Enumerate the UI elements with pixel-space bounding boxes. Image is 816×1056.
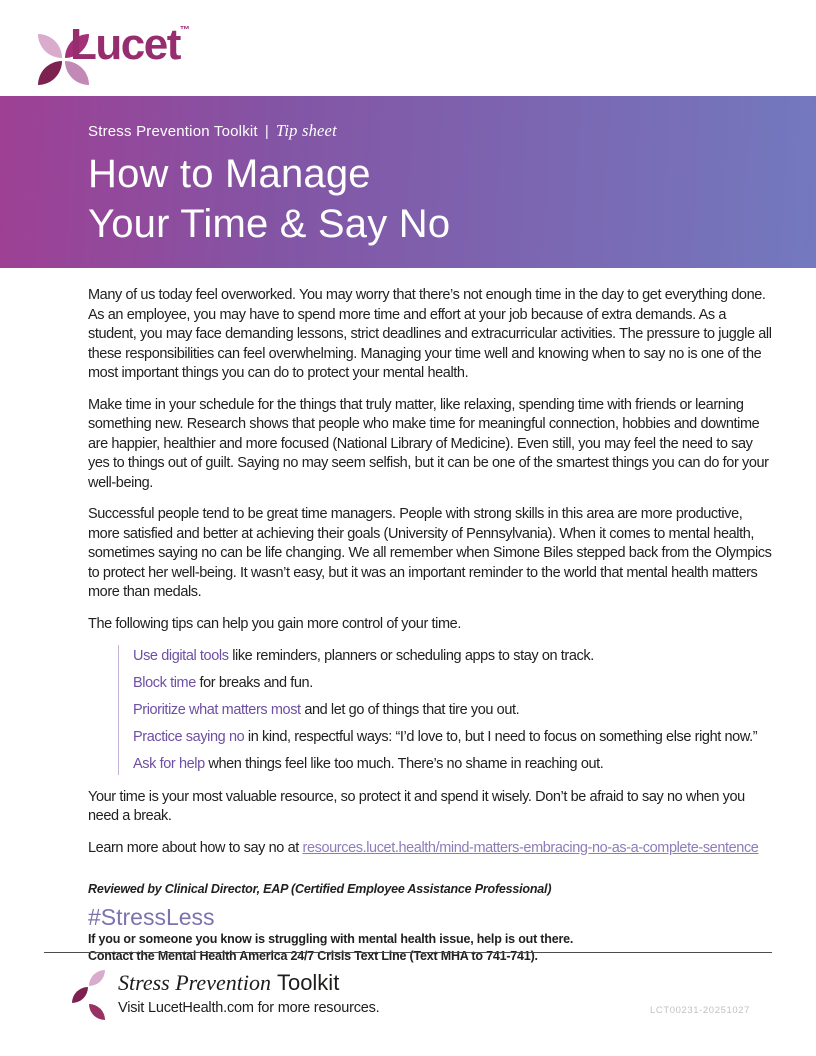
sheet-type-label: Tip sheet <box>275 121 337 140</box>
footer <box>72 970 380 1036</box>
brand-wordmark <box>70 20 190 70</box>
stressless-hashtag: #StressLess <box>88 903 215 930</box>
page-title <box>88 149 816 249</box>
learn-more-line <box>88 839 776 859</box>
tip-rest: for breaks and fun. <box>195 675 313 691</box>
tip-item <box>133 755 776 775</box>
paragraph-1: Many of us today feel overworked. You may worry that there’s not enough time in the day to get everything done. As an employee, you may have to spend more time and effort at your job because of extra demands. As a student, you may face demanding lessons, strict deadlines and extracurricular activities. The pressure to juggle all these responsibilities can feel overwhelming. Managing your time well and knowing when to say no is one of the most important things you can do to protect your mental health. <box>88 287 772 381</box>
lucet-logo <box>38 20 228 96</box>
tip-item <box>133 647 776 667</box>
tip-lead: Ask for help <box>133 756 205 772</box>
footer-title-regular: Toolkit <box>276 970 340 995</box>
tip-lead: Prioritize what matters most <box>133 702 301 718</box>
lucet-half-flower-icon <box>72 970 106 1036</box>
tip-rest: like reminders, planners or scheduling apps to stay on track. <box>228 648 594 664</box>
tip-item <box>133 728 776 748</box>
brand-name: Lucet <box>70 20 180 69</box>
tips-intro: The following tips can help you gain more control of your time. <box>88 615 461 632</box>
document-id: LCT00231-20251027 <box>650 1005 750 1016</box>
document-body <box>88 286 776 964</box>
crisis-line-2: Contact the Mental Health America 24/7 Crisis Text Line (Text MHA to 741-741). <box>88 948 538 963</box>
paragraph-2: Make time in your schedule for the things that truly matter, like relaxing, spending time with friends or learning something new. Research shows that people who make time for meaningful connection, hobbies and downtime are happier, healthier and more focused (National Library of Medicine). Even still, you may feel the need to say yes to things out of guilt. Saying no may seem selfish, but it can be one of the smartest things you can do for your well-being. <box>88 396 769 491</box>
tip-rest: when things feel like too much. There’s no shame in reaching out. <box>204 756 604 772</box>
tip-lead: Use digital tools <box>133 648 229 664</box>
title-line-1: How to Manage <box>88 152 371 196</box>
footer-visit-line: Visit LucetHealth.com for more resources. <box>118 1000 380 1016</box>
header-banner <box>0 96 816 268</box>
flower-petal <box>38 34 62 58</box>
reviewed-by-note: Reviewed by Clinical Director, EAP (Certified Employee Assistance Professional) <box>88 882 552 896</box>
title-line-2: Your Time & Say No <box>88 202 451 246</box>
tip-rest: in kind, respectful ways: “I’d love to, but I need to focus on something else right now.” <box>244 729 758 745</box>
tips-list <box>118 645 776 775</box>
trademark-symbol: ™ <box>179 25 190 36</box>
footer-title <box>118 970 380 996</box>
closing-paragraph: Your time is your most valuable resource, so protect it and spend it wisely. Don’t be afraid to say no when you need a break. <box>88 788 745 824</box>
flower-petal <box>89 970 105 986</box>
flower-petal <box>38 61 62 85</box>
crisis-line-1: If you or someone you know is struggling with mental health issue, help is out there. <box>88 932 574 946</box>
tip-lead: Practice saying no <box>133 729 245 745</box>
footer-text <box>118 970 380 1016</box>
tip-item <box>133 674 776 694</box>
tip-item <box>133 701 776 721</box>
crisis-info <box>88 931 776 964</box>
tip-rest: and let go of things that tire you out. <box>300 702 520 718</box>
tip-lead: Block time <box>133 675 196 691</box>
paragraph-3: Successful people tend to be great time managers. People with strong skills in this area are more productive, more satisfied and better at achieving their goals (University of Pennsylvania). When it comes to mental health, sometimes saying no can be life changing. We all remember when Simone Biles stepped back from the Olympics to protect her well-being. It wasn’t easy, but it was an important reminder to the world that mental health matters more than medals. <box>88 506 772 600</box>
toolkit-label: Stress Prevention Toolkit <box>88 123 258 140</box>
footer-divider <box>44 952 772 953</box>
flower-petal <box>72 987 88 1003</box>
separator: | <box>264 123 269 140</box>
breadcrumb <box>88 121 816 141</box>
learn-more-prefix: Learn more about how to say no at <box>88 839 303 856</box>
learn-more-link[interactable]: resources.lucet.health/mind-matters-embracing-no-as-a-complete-sentence <box>302 839 759 856</box>
flower-petal <box>89 1004 105 1020</box>
footer-title-italic: Stress Prevention <box>118 970 271 995</box>
